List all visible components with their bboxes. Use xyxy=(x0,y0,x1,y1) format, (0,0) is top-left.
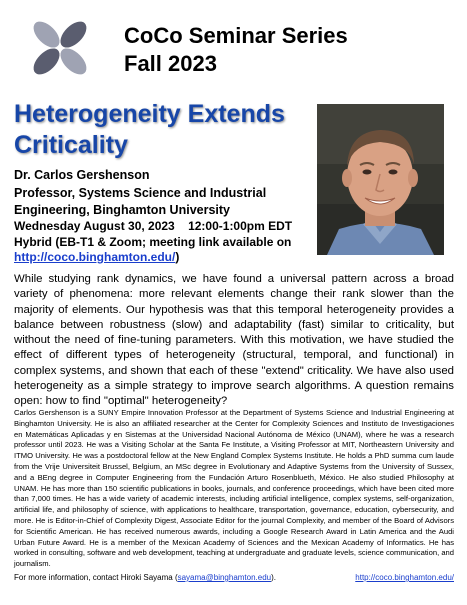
talk-title-line-1: Heterogeneity Extends xyxy=(14,100,285,128)
talk-title xyxy=(14,99,314,161)
contact-line xyxy=(14,572,276,583)
event-venue: Hybrid (EB-T1 & Zoom; meeting link available on xyxy=(14,234,292,249)
series-name: CoCo Seminar Series xyxy=(124,23,348,48)
event-time: 12:00-1:00pm EDT xyxy=(188,219,293,233)
speaker-role-line-1: Professor, Systems Science and Industrial xyxy=(14,185,267,200)
talk-title-line-2: Criticality xyxy=(14,131,128,159)
event-details xyxy=(14,219,334,266)
event-date: Wednesday August 30, 2023 xyxy=(14,219,175,233)
speaker-name: Dr. Carlos Gershenson xyxy=(14,168,150,182)
contact-suffix: ). xyxy=(271,573,277,582)
abstract-paragraph: While studying rank dynamics, we have found a universal pattern across a broad variety of phenomena: more relevant elements change their rank slower than the majority of elements. Our hypothesis was that this temporal heterogeneity provides a balance between robustness (slow) and adaptability (fast) similar to criticality, but without the need of fine-tuning parameters. With this motivation, we have studied the effect of different types of heterogeneity (structural, temporal, and functional) in complex systems, and shown that each of these "extend" criticality. We have also used heterogeneity as a simple strategy to improve search algorithms. A question remains open: how to find "optimal" heterogeneity? xyxy=(14,273,454,408)
speaker-block xyxy=(14,167,314,220)
event-link[interactable]: http://coco.binghamton.edu/ xyxy=(14,250,176,264)
series-title xyxy=(124,22,454,78)
event-link-suffix: ) xyxy=(175,250,180,264)
bio-paragraph: Carlos Gershenson is a SUNY Empire Innovation Professor at the Department of Systems Science and Industrial Engineering at Binghamton University. He is also an affiliated researcher at the Center for Complexity Sciences and Instituto de Investigaciones en Matemáticas Aplicadas y en Sistemas at the Universidad Nacional Autónoma de México (UNAM), where he was a research professor until 2023. He was a Visiting Scholar at the Santa Fe Institute, a Visiting Professor at MIT, Northeastern University and ITMO University. He was a postdoctoral fellow at the New England Complex Systems Institute. He holds a PhD summa cum laude from the Vrije Universiteit Brussel, Belgium, an MSc degree in Evolutionary and Adaptive Systems from the University of Sussex, and a BEng degree in Computer Engineering from the Fundación Arturo Rosenblueth, México. He also studied Philosophy at UNAM. He has more than 150 scientific publications in books, journals, and conference proceedings, which have been cited more than 7,000 times. He has a wide variety of academic interests, including artificial intelligence, complex systems, self-organization, artificial life, and philosophy of science, with applications to healthcare, transportation, governance, education, cybersecurity, and more. He is Editor-in-Chief of Complexity Digest, Associate Editor for the journal Complexity, and member of the Board of Advisors for Scientific American. He has received numerous awards, including a Google Research Award in Latin America and the Audi Urban Future Award. He is a member of the Mexican Academy of Sciences and the Mexican Academy of Informatics. He has worked in consulting, software and web development, teaching at undergraduate and graduate levels, science communication, and journalism. xyxy=(14,408,454,569)
coco-logo-icon xyxy=(24,12,96,84)
site-link[interactable]: http://coco.binghamton.edu/ xyxy=(355,573,454,582)
contact-email-link[interactable]: sayama@binghamton.edu xyxy=(177,573,272,582)
speaker-role-line-2: Engineering, Binghamton University xyxy=(14,203,230,217)
series-term: Fall 2023 xyxy=(124,51,217,76)
speaker-photo xyxy=(317,104,444,255)
contact-prefix: For more information, contact Hiroki Sayama ( xyxy=(14,573,178,582)
